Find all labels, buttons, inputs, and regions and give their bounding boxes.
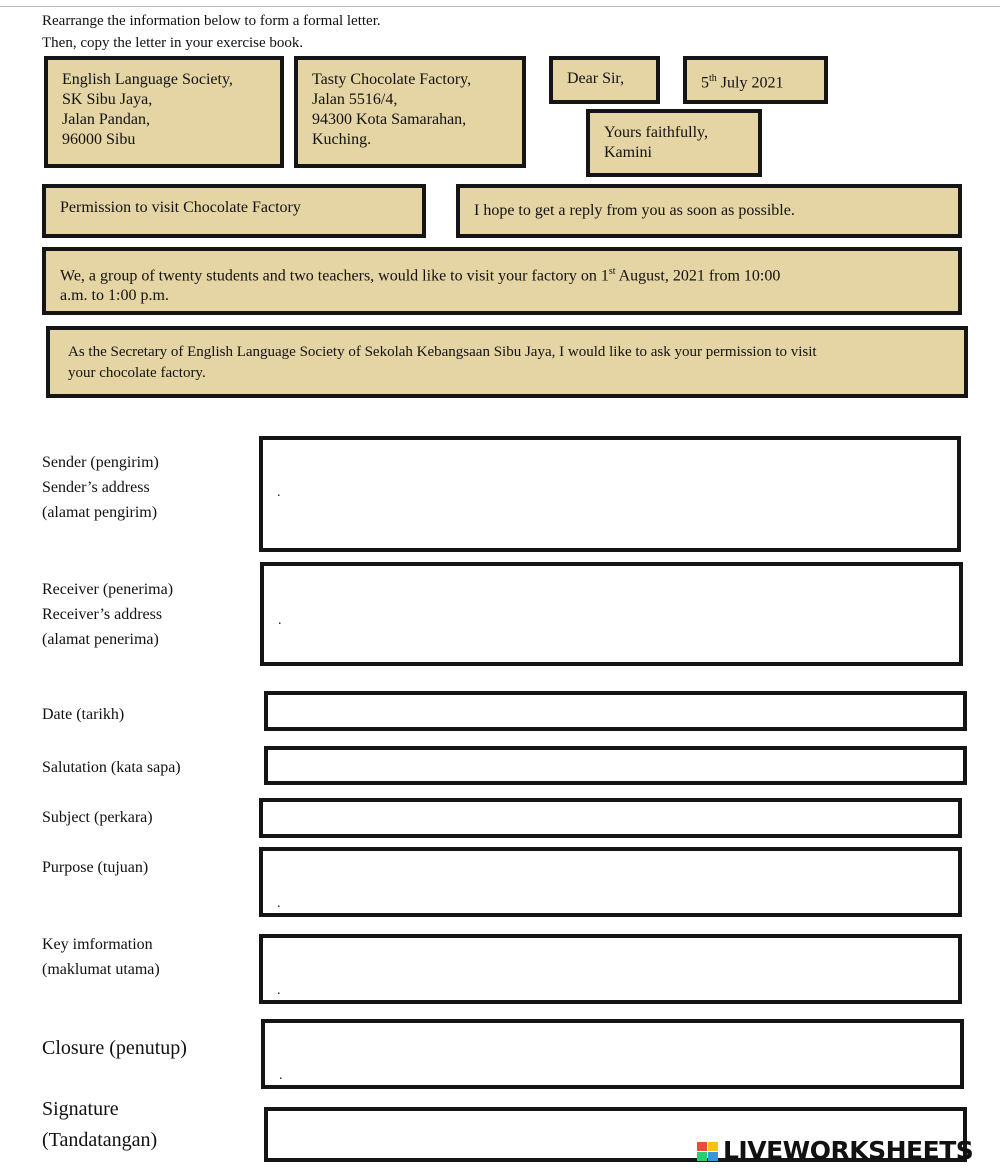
dropzone-placeholder: . (278, 613, 282, 628)
instruction-line-1: Rearrange the information below to form a formal letter. (42, 13, 381, 29)
instruction-line-2: Then, copy the letter in your exercise book. (42, 35, 304, 51)
label-subject: Subject (perkara) (42, 809, 153, 826)
dropzone-placeholder: . (277, 485, 281, 500)
card-salutation[interactable]: Dear Sir, (549, 56, 660, 104)
dropzone-key-information[interactable] (259, 934, 962, 1004)
logo-square-yellow (708, 1142, 718, 1151)
card-date-rest: July 2021 (716, 74, 784, 92)
dropzone-placeholder: . (277, 983, 281, 998)
dropzone-purpose[interactable] (259, 847, 962, 917)
dropzone-placeholder: . (279, 1068, 283, 1083)
card-key-info-text-2: August, 2021 from 10:00 a.m. to 1:00 p.m. (60, 267, 781, 305)
label-signature: Signature (Tandatangan) (42, 1098, 158, 1151)
label-key-information: Key imformation (maklumat utama) (42, 936, 160, 978)
card-key-information[interactable] (42, 247, 962, 315)
label-receiver: Receiver (penerima) Receiver’s address (alamat penerima) (42, 581, 174, 648)
label-sender: Sender (pengirim) Sender’s address (alamat pengirim) (42, 454, 159, 521)
card-key-info-sup: st (608, 266, 616, 277)
card-date-day: 5 (701, 74, 709, 92)
dropzone-closure[interactable] (261, 1019, 964, 1089)
dropzone-receiver[interactable] (260, 562, 963, 666)
logo-square-red (697, 1142, 707, 1151)
liveworksheets-logo-text: LIVEWORKSHEETS (723, 1136, 974, 1165)
card-purpose[interactable]: As the Secretary of English Language Society of Sekolah Kebangsaan Sibu Jaya, I would like to ask your permission to visit your chocolate factory. (46, 326, 968, 398)
card-key-info-text-1: We, a group of twenty students and two teachers, would like to visit your factory on 1 (60, 267, 609, 285)
liveworksheets-logo-icon (697, 1142, 719, 1162)
card-sender-address[interactable]: English Language Society, SK Sibu Jaya, Jalan Pandan, 96000 Sibu (44, 56, 284, 168)
dropzone-date[interactable] (264, 691, 967, 731)
dropzone-placeholder: . (277, 896, 281, 911)
card-closing-signature[interactable]: Yours faithfully, Kamini (586, 109, 762, 177)
label-date: Date (tarikh) (42, 706, 125, 723)
card-closure[interactable]: I hope to get a reply from you as soon as possible. (456, 184, 962, 238)
dropzone-subject[interactable] (259, 798, 962, 838)
label-closure: Closure (penutup) (42, 1037, 187, 1059)
label-purpose: Purpose (tujuan) (42, 859, 149, 876)
top-divider (0, 6, 1000, 7)
liveworksheets-logo (697, 1136, 997, 1166)
card-date-suffix: th (709, 73, 717, 84)
logo-square-green (697, 1152, 707, 1161)
card-subject[interactable]: Permission to visit Chocolate Factory (42, 184, 426, 238)
card-date[interactable] (683, 56, 828, 104)
label-salutation: Salutation (kata sapa) (42, 759, 181, 776)
dropzone-salutation[interactable] (264, 746, 967, 785)
logo-square-blue (708, 1152, 718, 1161)
dropzone-sender[interactable] (259, 436, 961, 552)
card-receiver-address[interactable]: Tasty Chocolate Factory, Jalan 5516/4, 94300 Kota Samarahan, Kuching. (294, 56, 526, 168)
